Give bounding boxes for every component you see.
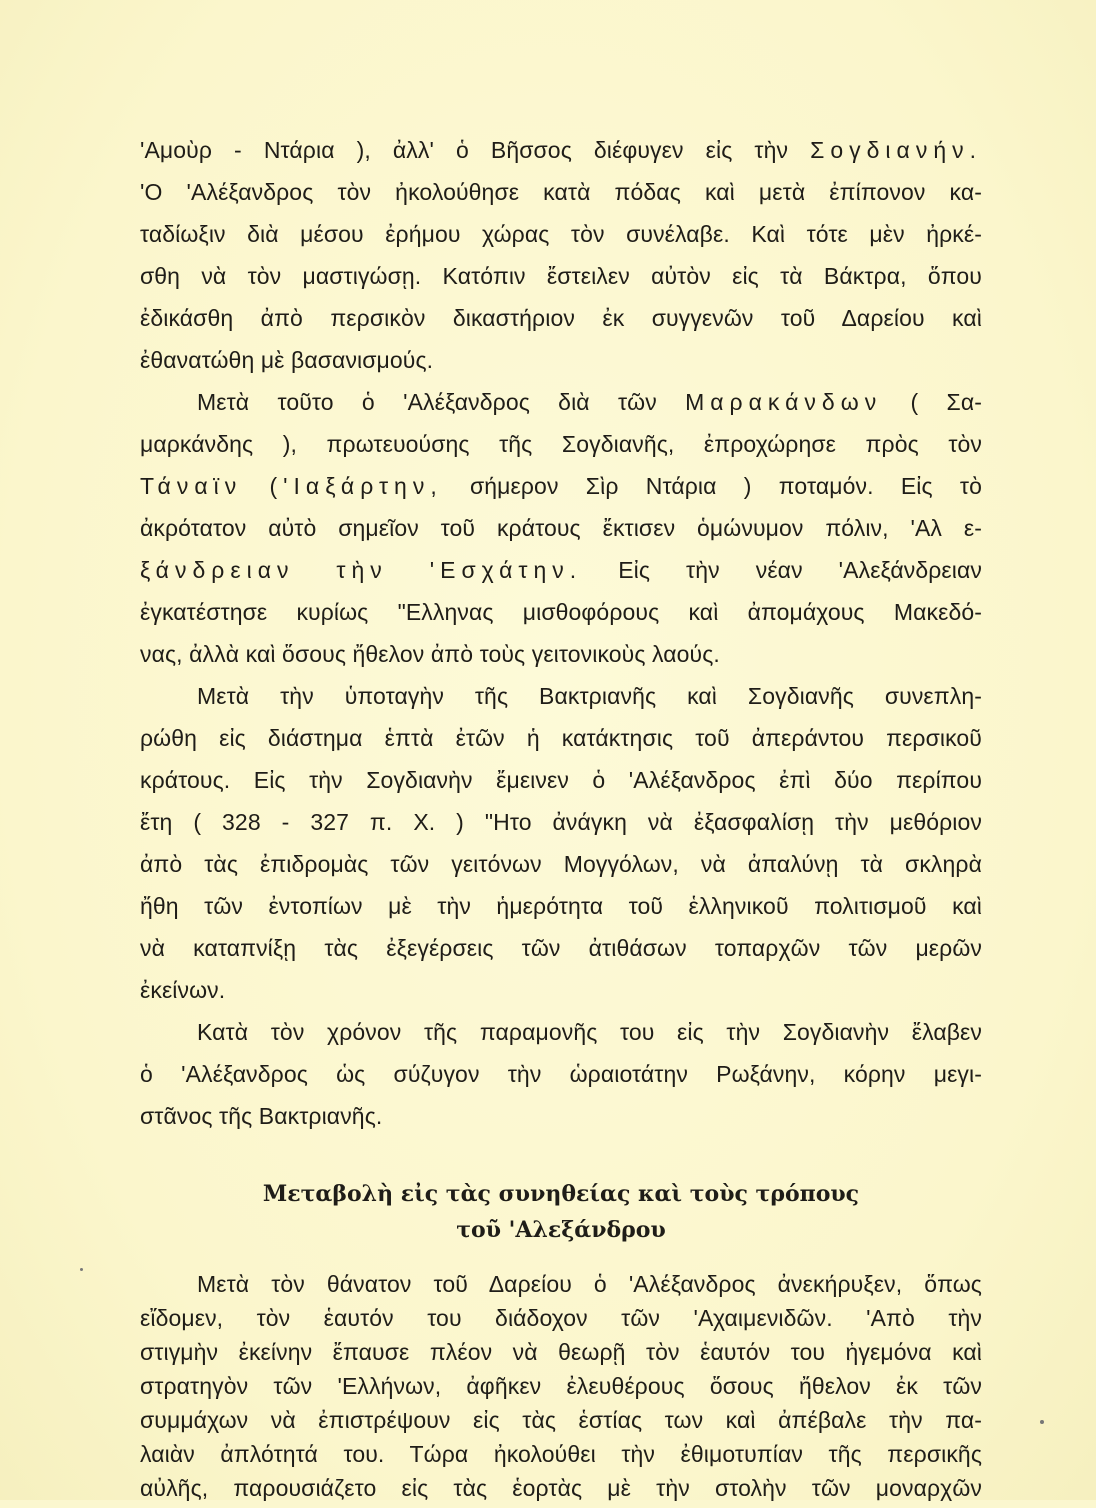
section-heading: Μεταβολὴ εἰς τὰς συνηθείας καὶ τοὺς τρόπους — [262, 1181, 860, 1207]
spaced-text: Σογδιανήν. — [810, 137, 983, 163]
text-line — [140, 550, 982, 590]
text-line: ἐγκατέστησε κυρίως "Ελληνας μισθοφόρους καὶ ἀπομάχους Μακεδό- — [140, 599, 982, 625]
text-line: ἀπὸ τὰς ἐπιδρομὰς τῶν γειτόνων Μογγόλων, νὰ ἀπαλύνῃ τὰ σκληρὰ — [140, 851, 982, 877]
spaced-text: ξάνδρειαν τὴν 'Εσχάτην. — [140, 557, 583, 583]
text-line: λαιὰν ἀπλότητά του. Τώρα ἠκολούθει τὴν ἐθιμοτυπίαν τῆς περσικῆς — [140, 1441, 982, 1467]
text-line: ἐκείνων. — [140, 977, 226, 1003]
text-line — [140, 130, 982, 170]
text-line: Κατὰ τὸν χρόνον τῆς παραμονῆς του εἰς τὴν Σογδιανὴν ἔλαβεν — [197, 1019, 982, 1045]
spaced-text: Μαρακάνδων — [685, 389, 883, 415]
text-line: αὐλῆς, παρουσιάζετο εἰς τὰς ἑορτὰς μὲ τὴν στολὴν τῶν μοναρχῶν — [140, 1475, 982, 1501]
section-heading-continuation: τοῦ 'Αλεξάνδρου — [456, 1217, 666, 1243]
text-line: συμμάχων νὰ ἐπιστρέψουν εἰς τὰς ἑστίας των καὶ ἀπέβαλε τὴν πα- — [140, 1407, 982, 1433]
text-line: ἐδικάσθη ἀπὸ περσικὸν δικαστήριον ἐκ συγγενῶν τοῦ Δαρείου καὶ — [140, 305, 982, 331]
text-line: 'Ο 'Αλέξανδρος τὸν ἠκολούθησε κατὰ πόδας καὶ μετὰ ἐπίπονον κα- — [140, 179, 982, 205]
text-span: Μετὰ τοῦτο ὁ 'Αλέξανδρος διὰ τῶν — [197, 389, 657, 415]
text-line: ταδίωξιν διὰ μέσου ἐρήμου χώρας τὸν συνέλαβε. Καὶ τότε μὲν ἠρκέ- — [140, 221, 982, 247]
text-line — [197, 382, 982, 422]
text-span: ( Σα- — [910, 389, 982, 415]
text-line: Μετὰ τὸν θάνατον τοῦ Δαρείου ὁ 'Αλέξανδρος ἀνεκήρυξεν, ὅπως — [197, 1271, 982, 1297]
text-line: στιγμὴν ἐκείνην ἔπαυσε πλέον νὰ θεωρῇ τὸν ἑαυτόν του ἡγεμόνα καὶ — [140, 1339, 982, 1365]
text-line: μαρκάνδης ), πρωτευούσης τῆς Σογδιανῆς, ἐπροχώρησε πρὸς τὸν — [140, 431, 982, 457]
spaced-text: Τάναϊν — [140, 473, 243, 499]
text-line: Μετὰ τὴν ὑποταγὴν τῆς Βακτριανῆς καὶ Σογδιανῆς συνεπλη- — [197, 683, 982, 709]
text-line: νὰ καταπνίξῃ τὰς ἐξεγέρσεις τῶν ἀτιθάσων τοπαρχῶν τῶν μερῶν — [140, 935, 982, 961]
text-line: στᾶνος τῆς Βακτριανῆς. — [140, 1103, 383, 1129]
text-line: ἤθη τῶν ἐντοπίων μὲ τὴν ἡμερότητα τοῦ ἑλληνικοῦ πολιτισμοῦ καὶ — [140, 893, 982, 919]
text-span: Εἰς τὴν νέαν 'Αλεξάνδρειαν — [618, 557, 982, 583]
text-line: νας, ἀλλὰ καὶ ὅσους ἤθελον ἀπὸ τοὺς γειτονικοὺς λαούς. — [140, 641, 720, 667]
text-line: κράτους. Εἰς τὴν Σογδιανὴν ἔμεινεν ὁ 'Αλέξανδρος ἐπὶ δύο περίπου — [140, 767, 982, 793]
text-span: 'Αμοὺρ - Ντάρια ), ἀλλ' ὁ Βῆσσος διέφυγεν εἰς τὴν — [140, 137, 789, 163]
text-line: ἔτη ( 328 - 327 π. Χ. ) "Ητο ἀνάγκη νὰ ἐξασφαλίσῃ τὴν μεθόριον — [140, 809, 982, 835]
text-line: ἐθανατώθη μὲ βασανισμούς. — [140, 347, 434, 373]
spaced-text: ('Ιαξάρτην, — [269, 473, 443, 499]
text-line: εἴδομεν, τὸν ἑαυτόν του διάδοχον τῶν 'Αχαιμενιδῶν. 'Απὸ τὴν — [140, 1305, 982, 1331]
scan-speck — [80, 1268, 83, 1271]
text-line: ρώθη εἰς διάστημα ἑπτὰ ἐτῶν ἡ κατάκτησις τοῦ ἀπεράντου περσικοῦ — [140, 725, 982, 751]
scan-speck — [1040, 1420, 1044, 1424]
text-line: ἀκρότατον αὐτὸ σημεῖον τοῦ κράτους ἔκτισεν ὁμώνυμον πόλιν, 'Αλ ε- — [140, 515, 982, 541]
text-line: σθη νὰ τὸν μαστιγώσῃ. Κατόπιν ἔστειλεν αὐτὸν εἰς τὰ Βάκτρα, ὅπου — [140, 263, 982, 289]
text-span: σήμερον Σὶρ Ντάρια ) ποταμόν. Εἰς τὸ — [469, 473, 982, 499]
text-line — [140, 466, 982, 506]
text-line: στρατηγὸν τῶν 'Ελλήνων, ἀφῆκεν ἐλευθέρους ὅσους ἤθελον ἐκ τῶν — [140, 1373, 982, 1399]
text-line: ὁ 'Αλέξανδρος ὡς σύζυγον τὴν ὡραιοτάτην Ρωξάνην, κόρην μεγι- — [140, 1061, 982, 1087]
